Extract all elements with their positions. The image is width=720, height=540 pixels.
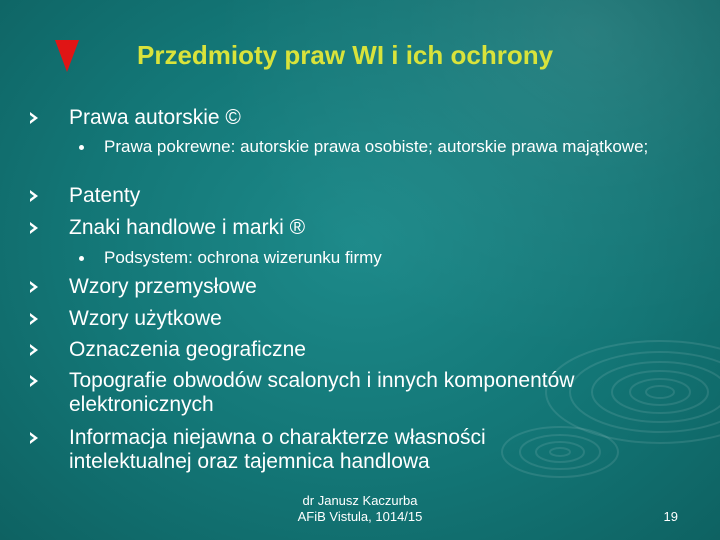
sub-bullet-item: Podsystem: ochrona wizerunku firmy [104, 248, 382, 267]
arrow-bullet-icon [30, 313, 38, 325]
sub-bullet-item: Prawa pokrewne: autorskie prawa osobiste; autorskie prawa majątkowe; [104, 137, 649, 156]
bullet-item: Wzory przemysłowe [69, 275, 257, 298]
bullet-item: Patenty [69, 184, 141, 207]
arrow-bullet-icon [30, 432, 38, 444]
dot-bullet-icon [79, 256, 84, 261]
arrow-bullet-icon [30, 112, 38, 124]
bullet-item: Znaki handlowe i marki ® [69, 216, 306, 239]
bullet-item: Informacja niejawna o charakterze własności intelektualnej oraz tajemnica handlowa [69, 426, 486, 473]
arrow-bullet-icon [30, 375, 38, 387]
slide-title: Przedmioty praw WI i ich ochrony [137, 40, 554, 70]
footer-author [250, 493, 470, 525]
arrow-bullet-icon [30, 190, 38, 202]
arrow-bullet-icon [30, 281, 38, 293]
author-name: dr Janusz Kaczurba [302, 493, 418, 508]
institution: AFiB Vistula, 1014/15 [297, 509, 423, 524]
bullet-item: Prawa autorskie © [69, 106, 241, 129]
dot-bullet-icon [79, 145, 84, 150]
page-number: 19 [663, 509, 678, 524]
arrow-bullet-icon [30, 222, 38, 234]
bullet-item: Oznaczenia geograficzne [69, 338, 306, 361]
arrow-bullet-icon [30, 344, 38, 356]
bullet-item: Topografie obwodów scalonych i innych komponentów elektronicznych [69, 369, 575, 416]
bullet-item: Wzory użytkowe [69, 307, 222, 330]
